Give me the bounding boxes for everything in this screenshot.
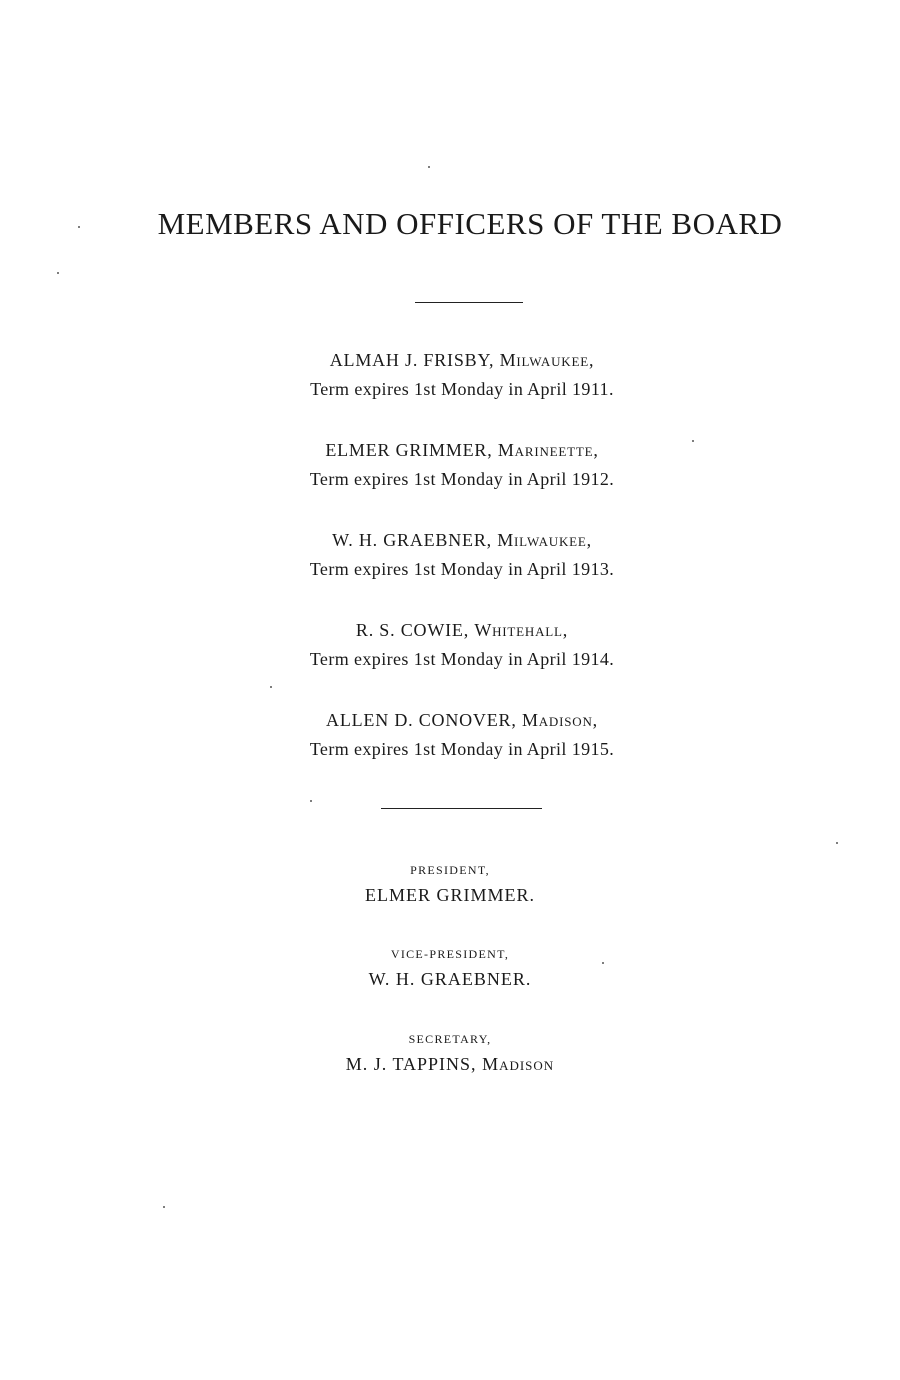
officer-role: VICE-PRESIDENT,	[390, 947, 510, 961]
officer-name: W. H. GRAEBNER.	[368, 969, 532, 989]
scan-speck	[836, 842, 838, 844]
member-term: Term expires 1st Monday in April 1915.	[309, 739, 615, 759]
officer-secretary	[0, 1031, 900, 1077]
member-place: Whitehall,	[474, 620, 569, 640]
scan-speck	[57, 272, 59, 274]
member-name: ALMAH J. FRISBY,	[329, 350, 495, 370]
member-entry	[0, 436, 900, 494]
scan-speck	[78, 226, 80, 228]
scan-speck	[310, 800, 312, 802]
member-name: ALLEN D. CONOVER,	[326, 710, 517, 730]
member-place: Madison,	[521, 710, 598, 730]
member-name-line	[0, 436, 900, 465]
divider-rule	[381, 808, 542, 809]
member-name: R. S. COWIE,	[355, 620, 470, 640]
officer-name: ELMER GRIMMER.	[364, 885, 535, 905]
member-term: Term expires 1st Monday in April 1914.	[309, 649, 615, 669]
divider-rule	[415, 302, 523, 303]
member-place: Milwaukee,	[497, 530, 592, 550]
member-name: ELMER GRIMMER,	[325, 440, 493, 460]
scan-speck	[692, 440, 694, 442]
member-name-line	[0, 346, 900, 375]
scan-speck	[270, 686, 272, 688]
member-entry	[0, 526, 900, 584]
member-name-line	[0, 706, 900, 735]
member-name-line	[0, 526, 900, 555]
scan-speck	[602, 962, 604, 964]
scan-speck	[163, 1206, 165, 1208]
officer-name: M. J. TAPPINS,	[345, 1054, 477, 1074]
member-place: Milwaukee,	[499, 350, 595, 370]
member-name: W. H. GRAEBNER,	[332, 530, 492, 550]
scan-speck	[428, 166, 430, 168]
page-title: MEMBERS AND OFFICERS OF THE BOARD	[157, 206, 783, 241]
member-term: Term expires 1st Monday in April 1912.	[309, 469, 615, 489]
member-term: Term expires 1st Monday in April 1911.	[310, 379, 614, 399]
officer-vice-president	[0, 946, 900, 992]
member-entry	[0, 616, 900, 674]
member-place: Marineette,	[497, 440, 599, 460]
member-term: Term expires 1st Monday in April 1913.	[309, 559, 615, 579]
officer-role: SECRETARY,	[408, 1032, 492, 1046]
officer-role: PRESIDENT,	[410, 863, 490, 877]
member-name-line	[0, 616, 900, 645]
officer-place: Madison	[482, 1054, 555, 1074]
officer-president	[0, 862, 900, 908]
officer-name-line	[0, 1051, 900, 1077]
member-entry	[0, 706, 900, 764]
member-entry	[0, 346, 900, 404]
